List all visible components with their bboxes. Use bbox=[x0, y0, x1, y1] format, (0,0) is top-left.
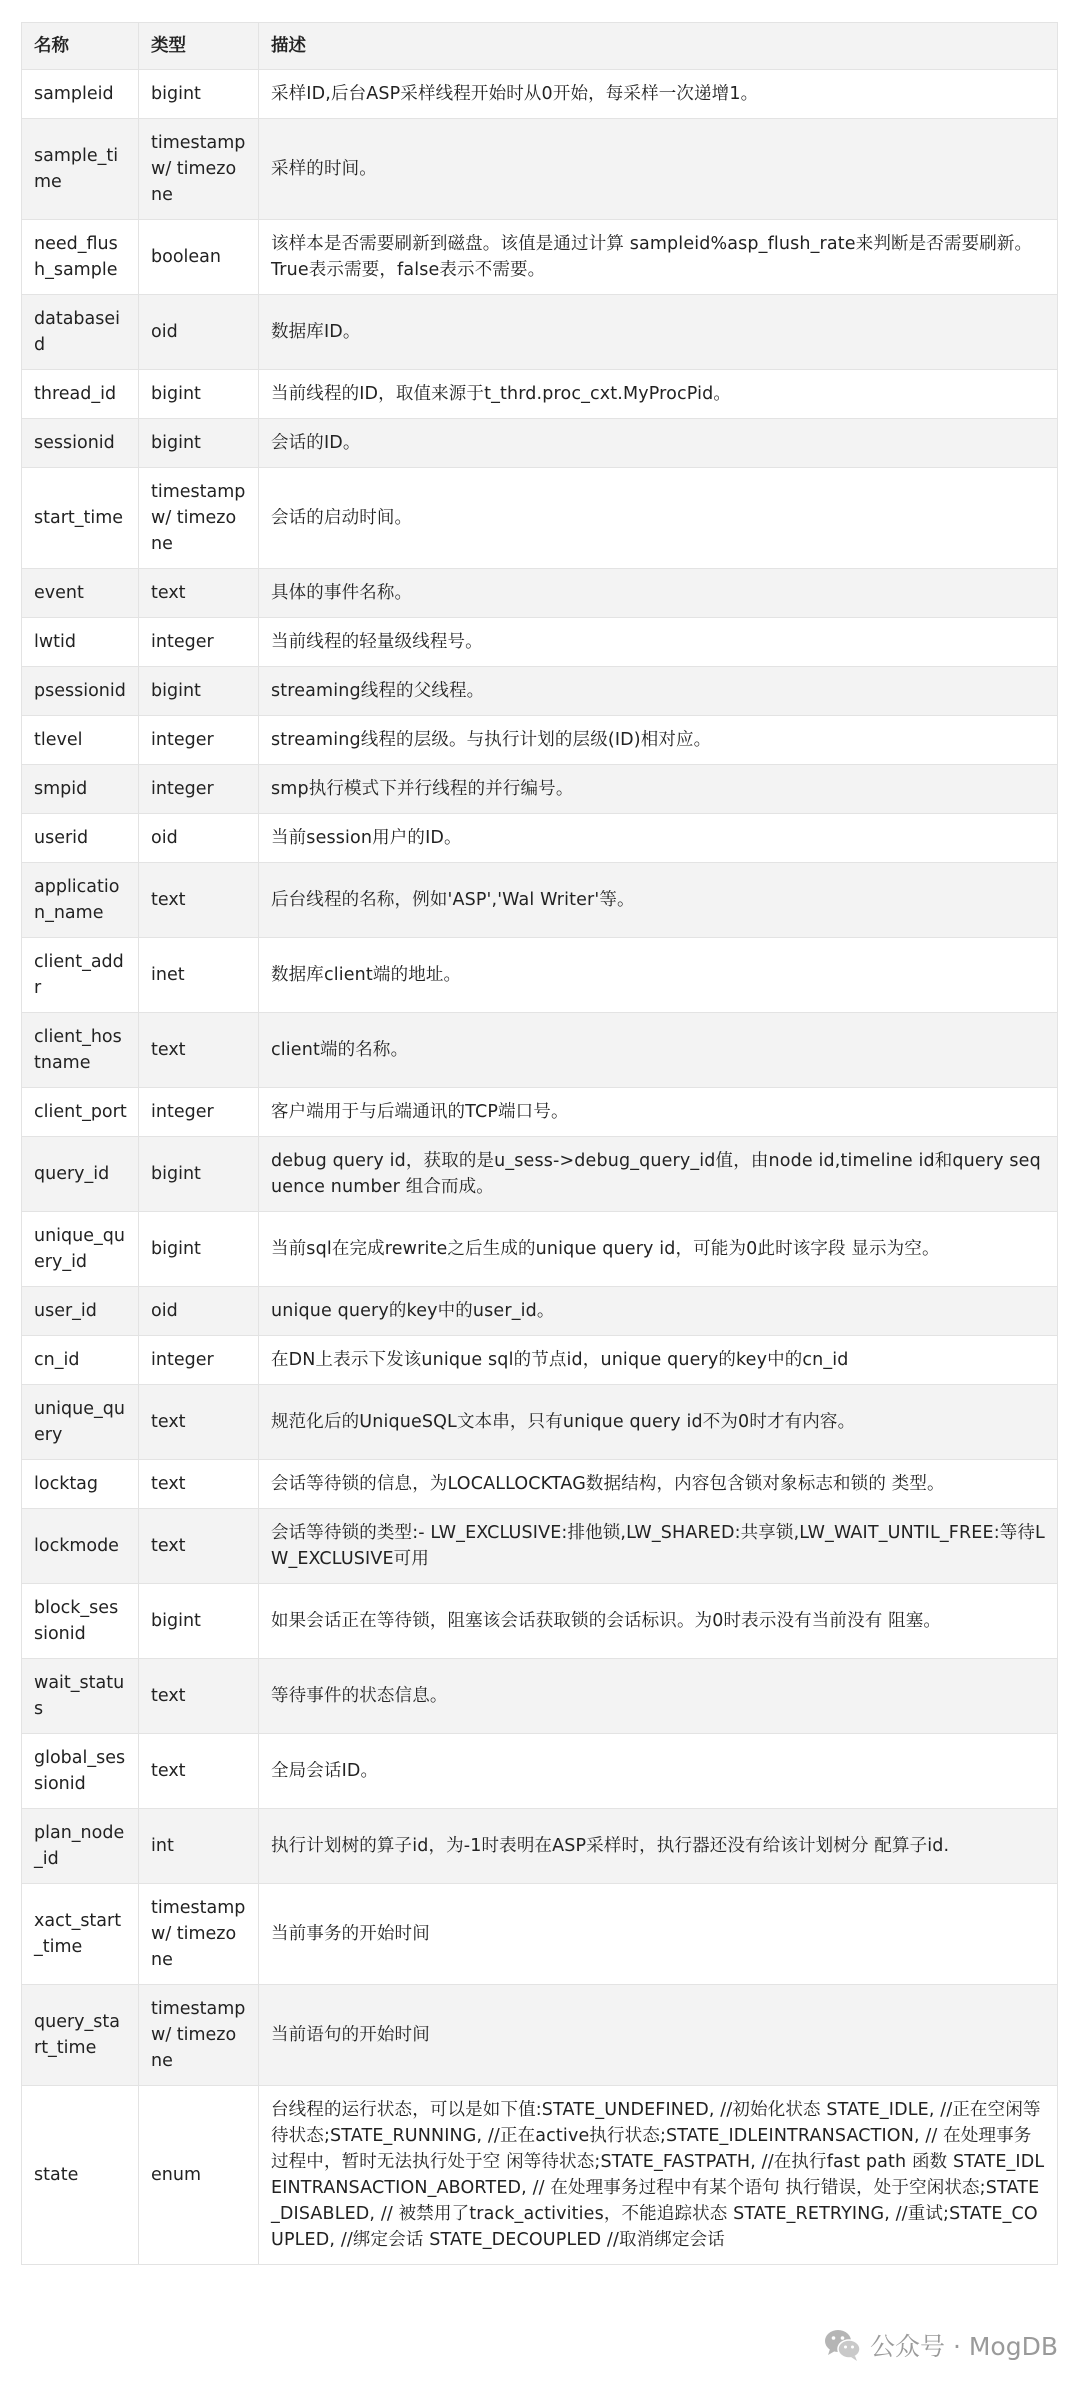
cell-desc: 数据库client端的地址。 bbox=[259, 938, 1058, 1013]
cell-desc: 会话的启动时间。 bbox=[259, 468, 1058, 569]
cell-desc: smp执行模式下并行线程的并行编号。 bbox=[259, 765, 1058, 814]
table-row bbox=[22, 1985, 1058, 2086]
cell-type: timestamp w/ timezone bbox=[139, 1884, 259, 1985]
cell-type: text bbox=[139, 1659, 259, 1734]
cell-name: query_id bbox=[22, 1137, 139, 1212]
cell-desc: 规范化后的UniqueSQL文本串，只有unique query id不为0时才有内容。 bbox=[259, 1385, 1058, 1460]
cell-desc: 如果会话正在等待锁，阻塞该会话获取锁的会话标识。为0时表示没有当前没有 阻塞。 bbox=[259, 1584, 1058, 1659]
cell-desc: 会话等待锁的类型:- LW_EXCLUSIVE:排他锁,LW_SHARED:共享锁,LW_WAIT_UNTIL_FREE:等待LW_EXCLUSIVE可用 bbox=[259, 1509, 1058, 1584]
table-row bbox=[22, 1460, 1058, 1509]
cell-type: integer bbox=[139, 765, 259, 814]
cell-name: need_flush_sample bbox=[22, 220, 139, 295]
cell-name: userid bbox=[22, 814, 139, 863]
table-row bbox=[22, 1734, 1058, 1809]
cell-name: lwtid bbox=[22, 618, 139, 667]
cell-name: unique_query_id bbox=[22, 1212, 139, 1287]
table-row bbox=[22, 70, 1058, 119]
table-row bbox=[22, 1584, 1058, 1659]
cell-type: integer bbox=[139, 1088, 259, 1137]
cell-desc: streaming线程的父线程。 bbox=[259, 667, 1058, 716]
table-row bbox=[22, 1212, 1058, 1287]
field-table-container bbox=[21, 22, 1057, 2265]
table-row bbox=[22, 1884, 1058, 1985]
cell-name: smpid bbox=[22, 765, 139, 814]
header-name: 名称 bbox=[22, 23, 139, 70]
cell-desc: unique query的key中的user_id。 bbox=[259, 1287, 1058, 1336]
field-table bbox=[21, 22, 1058, 2265]
cell-name: psessionid bbox=[22, 667, 139, 716]
table-row bbox=[22, 1385, 1058, 1460]
cell-type: integer bbox=[139, 618, 259, 667]
cell-desc: 全局会话ID。 bbox=[259, 1734, 1058, 1809]
table-row bbox=[22, 468, 1058, 569]
header-desc: 描述 bbox=[259, 23, 1058, 70]
cell-name: unique_query bbox=[22, 1385, 139, 1460]
cell-type: text bbox=[139, 863, 259, 938]
cell-type: timestamp w/ timezone bbox=[139, 1985, 259, 2086]
cell-type: bigint bbox=[139, 1212, 259, 1287]
table-row bbox=[22, 1809, 1058, 1884]
table-row bbox=[22, 419, 1058, 468]
table-row bbox=[22, 1287, 1058, 1336]
cell-name: start_time bbox=[22, 468, 139, 569]
watermark-text: 公众号 · MogDB bbox=[870, 2332, 1058, 2361]
table-row bbox=[22, 295, 1058, 370]
cell-desc: 当前事务的开始时间 bbox=[259, 1884, 1058, 1985]
table-row bbox=[22, 938, 1058, 1013]
cell-name: lockmode bbox=[22, 1509, 139, 1584]
cell-type: oid bbox=[139, 814, 259, 863]
table-row bbox=[22, 1509, 1058, 1584]
cell-name: application_name bbox=[22, 863, 139, 938]
cell-name: tlevel bbox=[22, 716, 139, 765]
cell-name: wait_status bbox=[22, 1659, 139, 1734]
table-row bbox=[22, 716, 1058, 765]
cell-type: bigint bbox=[139, 70, 259, 119]
watermark bbox=[822, 2327, 1058, 2363]
header-type: 类型 bbox=[139, 23, 259, 70]
table-header-row bbox=[22, 23, 1058, 70]
cell-name: user_id bbox=[22, 1287, 139, 1336]
cell-type: boolean bbox=[139, 220, 259, 295]
cell-desc: 当前线程的轻量级线程号。 bbox=[259, 618, 1058, 667]
table-row bbox=[22, 569, 1058, 618]
cell-desc: 在DN上表示下发该unique sql的节点id，unique query的key中的cn_id bbox=[259, 1336, 1058, 1385]
cell-type: text bbox=[139, 1734, 259, 1809]
wechat-icon bbox=[822, 2327, 862, 2363]
cell-desc: 采样ID,后台ASP采样线程开始时从0开始，每采样一次递增1。 bbox=[259, 70, 1058, 119]
cell-name: locktag bbox=[22, 1460, 139, 1509]
cell-name: block_sessionid bbox=[22, 1584, 139, 1659]
cell-desc: 数据库ID。 bbox=[259, 295, 1058, 370]
cell-name: state bbox=[22, 2086, 139, 2265]
cell-desc: 当前线程的ID，取值来源于t_thrd.proc_cxt.MyProcPid。 bbox=[259, 370, 1058, 419]
cell-type: oid bbox=[139, 1287, 259, 1336]
cell-desc: debug query id，获取的是u_sess->debug_query_id值，由node id,timeline id和query sequence number 组合而成。 bbox=[259, 1137, 1058, 1212]
cell-desc: 具体的事件名称。 bbox=[259, 569, 1058, 618]
table-row bbox=[22, 1013, 1058, 1088]
cell-type: bigint bbox=[139, 1137, 259, 1212]
table-row bbox=[22, 1336, 1058, 1385]
cell-desc: client端的名称。 bbox=[259, 1013, 1058, 1088]
cell-name: cn_id bbox=[22, 1336, 139, 1385]
cell-type: integer bbox=[139, 1336, 259, 1385]
table-row bbox=[22, 2086, 1058, 2265]
cell-type: int bbox=[139, 1809, 259, 1884]
table-row bbox=[22, 370, 1058, 419]
cell-desc: 后台线程的名称，例如'ASP','Wal Writer'等。 bbox=[259, 863, 1058, 938]
cell-desc: 采样的时间。 bbox=[259, 119, 1058, 220]
cell-desc: 执行计划树的算子id，为-1时表明在ASP采样时，执行器还没有给该计划树分 配算子id. bbox=[259, 1809, 1058, 1884]
cell-name: plan_node_id bbox=[22, 1809, 139, 1884]
cell-type: bigint bbox=[139, 419, 259, 468]
cell-type: text bbox=[139, 1460, 259, 1509]
cell-type: text bbox=[139, 1013, 259, 1088]
cell-name: client_port bbox=[22, 1088, 139, 1137]
cell-type: bigint bbox=[139, 667, 259, 716]
cell-name: client_addr bbox=[22, 938, 139, 1013]
cell-type: oid bbox=[139, 295, 259, 370]
cell-desc: 当前session用户的ID。 bbox=[259, 814, 1058, 863]
cell-desc: 该样本是否需要刷新到磁盘。该值是通过计算 sampleid%asp_flush_rate来判断是否需要刷新。 True表示需要，false表示不需要。 bbox=[259, 220, 1058, 295]
cell-type: text bbox=[139, 1385, 259, 1460]
cell-type: integer bbox=[139, 716, 259, 765]
table-row bbox=[22, 618, 1058, 667]
cell-type: timestamp w/ timezone bbox=[139, 119, 259, 220]
table-row bbox=[22, 1088, 1058, 1137]
cell-desc: 等待事件的状态信息。 bbox=[259, 1659, 1058, 1734]
cell-desc: 会话的ID。 bbox=[259, 419, 1058, 468]
table-row bbox=[22, 1137, 1058, 1212]
table-row bbox=[22, 765, 1058, 814]
cell-name: query_start_time bbox=[22, 1985, 139, 2086]
cell-name: xact_start_time bbox=[22, 1884, 139, 1985]
cell-name: sampleid bbox=[22, 70, 139, 119]
cell-desc: 台线程的运行状态，可以是如下值:STATE_UNDEFINED, //初始化状态 STATE_IDLE, //正在空闲等待状态;STATE_RUNNING, //正在active执行状态;STATE_IDLEINTRANSACTION, // 在处理事务过程中，暂时无法执行处于空 闲等待状态;STATE_FASTPATH, //在执行fast path 函数 STATE_IDLEINTRANSACTION_ABORTED, // 在处理事务过程中有某个语句 执行错误，处于空闲状态;STATE_DISABLED, // 被禁用了track_activities，不能追踪状态 STATE_RETRYING, //重试;STATE_COUPLED, //绑定会话 STATE_DECOUPLED //取消绑定会话 bbox=[259, 2086, 1058, 2265]
cell-desc: 当前sql在完成rewrite之后生成的unique query id，可能为0此时该字段 显示为空。 bbox=[259, 1212, 1058, 1287]
cell-name: event bbox=[22, 569, 139, 618]
table-row bbox=[22, 119, 1058, 220]
cell-type: bigint bbox=[139, 1584, 259, 1659]
table-row bbox=[22, 863, 1058, 938]
cell-type: enum bbox=[139, 2086, 259, 2265]
cell-name: sample_time bbox=[22, 119, 139, 220]
cell-type: text bbox=[139, 1509, 259, 1584]
table-row bbox=[22, 814, 1058, 863]
cell-desc: 会话等待锁的信息，为LOCALLOCKTAG数据结构，内容包含锁对象标志和锁的 类型。 bbox=[259, 1460, 1058, 1509]
table-body bbox=[22, 70, 1058, 2265]
table-row bbox=[22, 220, 1058, 295]
cell-type: text bbox=[139, 569, 259, 618]
cell-desc: 客户端用于与后端通讯的TCP端口号。 bbox=[259, 1088, 1058, 1137]
cell-type: inet bbox=[139, 938, 259, 1013]
table-row bbox=[22, 1659, 1058, 1734]
cell-name: databaseid bbox=[22, 295, 139, 370]
cell-desc: streaming线程的层级。与执行计划的层级(ID)相对应。 bbox=[259, 716, 1058, 765]
cell-name: sessionid bbox=[22, 419, 139, 468]
cell-type: bigint bbox=[139, 370, 259, 419]
cell-name: global_sessionid bbox=[22, 1734, 139, 1809]
table-row bbox=[22, 667, 1058, 716]
cell-type: timestamp w/ timezone bbox=[139, 468, 259, 569]
cell-name: thread_id bbox=[22, 370, 139, 419]
cell-desc: 当前语句的开始时间 bbox=[259, 1985, 1058, 2086]
cell-name: client_hostname bbox=[22, 1013, 139, 1088]
